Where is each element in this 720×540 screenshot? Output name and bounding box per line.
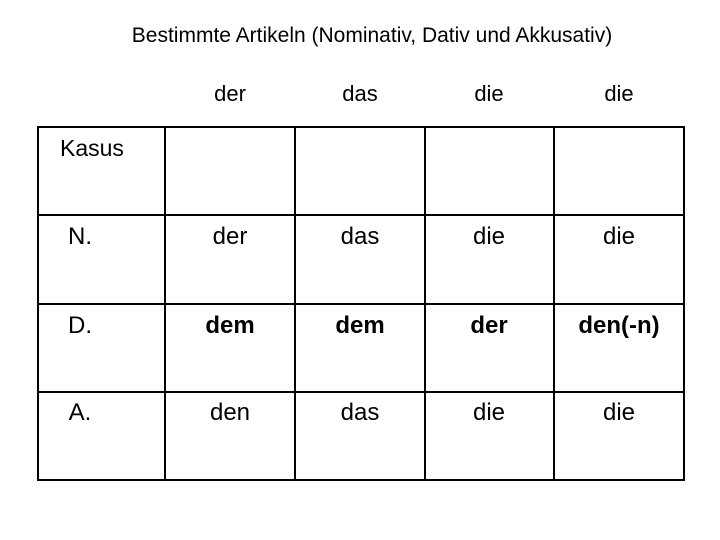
table-cell: der	[212, 223, 248, 250]
table-cell: das	[340, 223, 380, 250]
column-header-plural: die	[604, 81, 634, 106]
table-cell: dem	[335, 312, 385, 339]
table-cell: die	[472, 223, 506, 250]
case-label-akkusativ: A.	[68, 399, 92, 426]
table-cell: die	[602, 399, 636, 426]
table-cell: die	[602, 223, 636, 250]
table-cell: das	[340, 399, 380, 426]
table-cell: den(-n)	[578, 312, 660, 339]
table-cell: den	[209, 399, 251, 426]
column-header-feminine: die	[474, 81, 504, 106]
row-divider	[39, 391, 683, 393]
page-title: Bestimmte Artikeln (Nominativ, Dativ und Akkusativ)	[131, 24, 613, 47]
table-cell: die	[472, 399, 506, 426]
kasus-label: Kasus	[60, 135, 124, 161]
case-label-nominativ: N.	[68, 223, 92, 250]
column-header-masculine: der	[214, 81, 246, 106]
case-label-dativ: D.	[68, 312, 92, 339]
table-cell: der	[470, 312, 508, 339]
row-divider	[39, 214, 683, 216]
column-header-neuter: das	[342, 81, 378, 106]
table-cell: dem	[205, 312, 255, 339]
row-divider	[39, 303, 683, 305]
